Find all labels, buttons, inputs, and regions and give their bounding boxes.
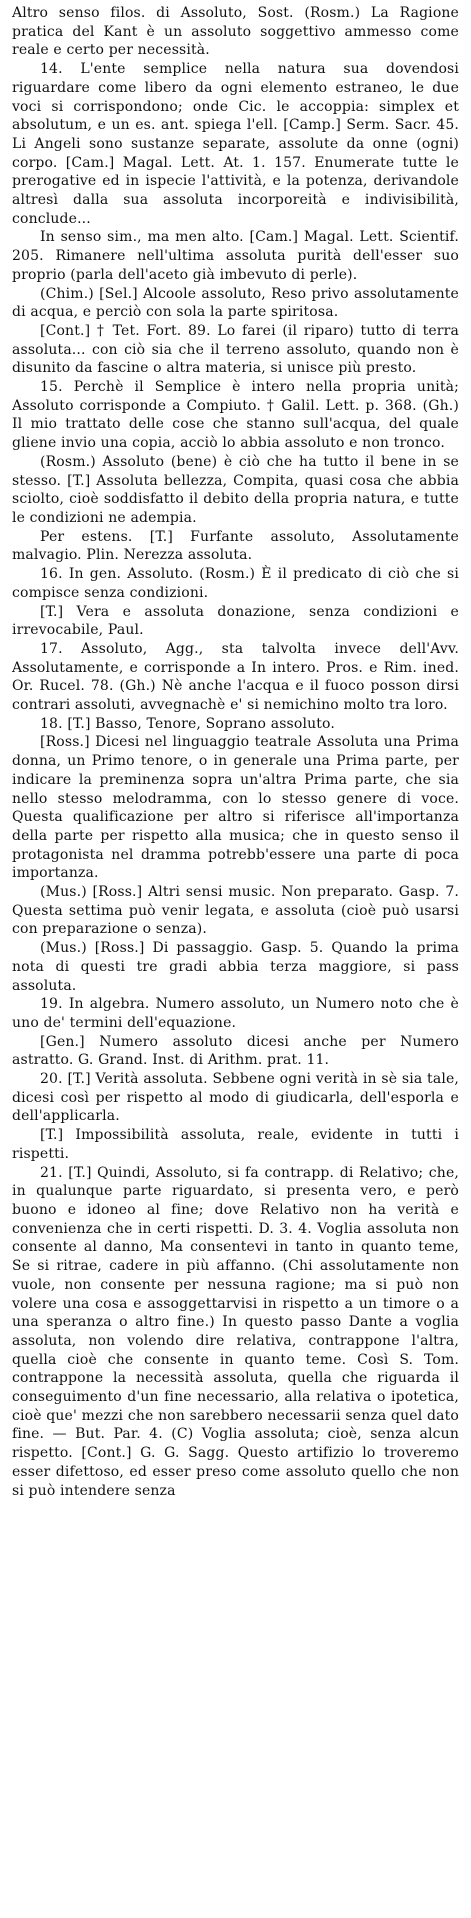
paragraph-ross-teatrale: [Ross.] Dicesi nel linguaggio teatrale Assoluta una Prima donna, un Primo tenore, o in generale una Prima parte, per indicare la preminenza sopra un'altra Prima parte, che sia nello stesso melodramma, con lo stesso genere di voce. Questa qualificazione per altro si riferisce all'importanza della parte per rispetto alla musica; che in questo senso il protagonista nel dramma potrebb'essere una parte di poca importanza. <box>12 734 459 882</box>
paragraph-20: 20. [T.] Verità assoluta. Sebbene ogni verità in sè sia tale, dicesi così per rispetto al modo di giudicarla, dell'esporla e dell'applicarla. <box>12 1071 459 1125</box>
paragraph-impossibilita: [T.] Impossibilità assoluta, reale, evidente in tutti i rispetti. <box>12 1127 459 1162</box>
paragraph-gen-numero: [Gen.] Numero assoluto dicesi anche per Numero astratto. G. Grand. Inst. di Arithm. prat. 11. <box>12 1033 459 1069</box>
paragraph-18: 18. [T.] Basso, Tenore, Soprano assoluto. <box>40 715 335 732</box>
paragraph-mus-passaggio: (Mus.) [Ross.] Di passaggio. Gasp. 5. Quando la prima nota di questi tre gradi abbia terza maggiore, si pass assoluta. <box>12 940 459 994</box>
paragraph-senso-sim: In senso sim., ma men alto. [Cam.] Magal. Lett. Scientif. 205. Rimanere nell'ultima assoluta purità dell'esser suo proprio (parla dell'aceto già imbevuto di perle). <box>12 229 459 283</box>
paragraph-donazione: [T.] Vera e assoluta donazione, senza condizioni e irrevocabile, Paul. <box>12 603 459 639</box>
paragraph-mus-preparato: (Mus.) [Ross.] Altri sensi music. Non preparato. Gasp. 7. Questa settima può venir legata, e assoluta (cioè può usarsi con preparazione o senza). <box>12 884 459 938</box>
paragraph-15: 15. Perchè il Semplice è intero nella propria unità; Assoluto corrisponde a Compiuto. † Galil. Lett. p. 368. (Gh.) Il mio trattato delle cose che stanno sull'acqua, del quale gliene invio una copia, acciò lo abbia assoluto e non tronco. <box>12 379 459 452</box>
paragraph-17: 17. Assoluto, Agg., sta talvolta invece dell'Avv. Assolutamente, e corrisponde a In intero. Pros. e Rim. ined. Or. Rucel. 78. (Gh.) Nè anche l'acqua e il fuoco posson dirsi contrari assoluti, avvegnachè e' si nemichino molto tra loro. <box>12 640 459 714</box>
paragraph-21: 21. [T.] Quindi, Assoluto, si fa contrapp. di Relativo; che, in qualunque parte riguardato, si presenta vero, e però buono e idoneo al fine; dove Relativo non ha verità e convenienza che in certi rispetti. D. 3. 4. Voglia assoluta non consente al danno, Ma consentevi in tanto in quanto teme, Se si ritrae, cadere in più affanno. (Chi assolutamente non vuole, non consente per nessuna ragione; ma si può non volere una cosa e assoggettarvisi in rispetto a un timore o a una speranza o altro fine.) In questo passo Dante a voglia assoluta, non volendo dire relativa, contrappone l'altra, quella cioè che consente in quanto teme. Così S. Tom. contrappone la necessità assoluta, quella che riguarda il conseguimento d'un fine necessario, alla relativa o ipotetica, cioè que' mezzi che non sarebbero necessarii senza quel dato fine. — But. Par. 4. (C) Voglia assoluta; cioè, senza alcun rispetto. [Cont.] G. G. Sagg. Questo artifizio lo troveremo esser difettoso, ed esser preso come assoluto quello che non si può intendere senza <box>12 1164 459 1499</box>
paragraph-14: 14. L'ente semplice nella natura sua dovendosi riguardare come libero da ogni elemento estraneo, le due voci si corrispondono; onde Cic. le accoppia: simplex et absolutum, e un es. ant. spiega l'ell. [Camp.] Serm. Sacr. 45. Li Angeli sono sustanze separate, assolute da onne (ogni) corpo. [Cam.] Magal. Lett. At. 1. 157. Enumerate tutte le prerogative ed in ispecie l'attività, e la potenza, derivandole altresì dalla sua assoluta incorporeità e indivisibilità, conclude... <box>12 61 459 227</box>
paragraph-19: 19. In algebra. Numero assoluto, un Numero noto che è uno de' termini dell'equazione. <box>12 996 459 1031</box>
paragraph-cont-tet: [Cont.] † Tet. Fort. 89. Lo farei (il riparo) tutto di terra assoluta... con ciò sia che il terreno assoluto, quando non è disunito da fascine o altra materia, si unisce più presto. <box>12 322 459 377</box>
paragraph-altro-senso: Altro senso filos. di Assoluto, Sost. (Rosm.) La Ragione pratica del Kant è un assoluto soggettivo ammesso come reale e certo per necessità. <box>12 5 459 59</box>
paragraph-per-estens: Per estens. [T.] Furfante assoluto, Assolutamente malvagio. Plin. Nerezza assoluta. <box>12 528 459 564</box>
paragraph-chim: (Chim.) [Sel.] Alcoole assoluto, Reso privo assolutamente di acqua, e perciò con sola la parte spiritosa. <box>12 285 459 321</box>
paragraph-rosm-bene: (Rosm.) Assoluto (bene) è ciò che ha tutto il bene in se stesso. [T.] Assoluta bellezza, Compita, quasi cosa che abbia sciolto, cioè soddisfatto il debito della propria natura, e tutte le condizioni ne adempia. <box>12 453 459 526</box>
paragraph-16: 16. In gen. Assoluto. (Rosm.) È il predicato di ciò che si compisce senza condizioni. <box>12 566 459 601</box>
